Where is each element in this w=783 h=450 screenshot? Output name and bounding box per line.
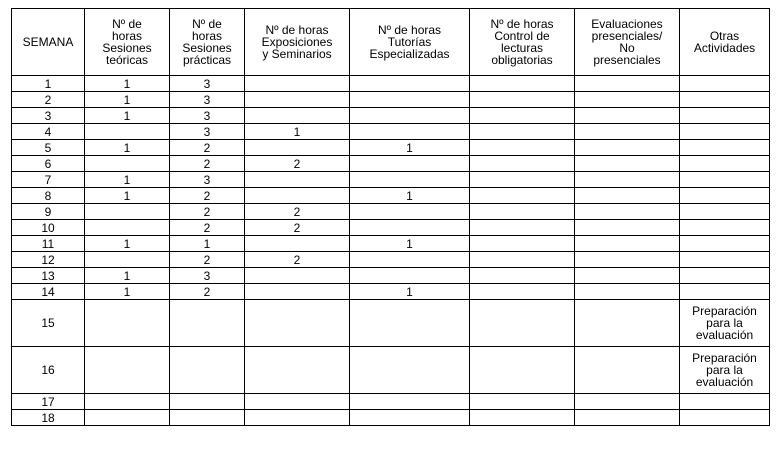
cell-tutorias: 1 bbox=[350, 236, 470, 252]
cell-otras-actividades bbox=[680, 108, 770, 124]
cell-control-lecturas bbox=[470, 172, 575, 188]
cell-control-lecturas bbox=[470, 268, 575, 284]
cell-exposiciones bbox=[245, 92, 350, 108]
cell-exposiciones bbox=[245, 410, 350, 426]
cell-otras-actividades bbox=[680, 268, 770, 284]
cell-otras-actividades bbox=[680, 204, 770, 220]
cell-sesiones-teoricas: 1 bbox=[85, 284, 170, 300]
cell-otras-actividades bbox=[680, 394, 770, 410]
header-line: prácticas bbox=[182, 53, 232, 67]
cell-exposiciones bbox=[245, 236, 350, 252]
header-line: Sesiones bbox=[182, 41, 232, 55]
cell-exposiciones bbox=[245, 300, 350, 347]
header-line: Exposiciones bbox=[261, 35, 333, 49]
table-row bbox=[12, 300, 770, 347]
cell-semana: 2 bbox=[12, 92, 85, 108]
cell-semana: 11 bbox=[12, 236, 85, 252]
header-line: Nº de bbox=[112, 17, 142, 31]
cell-sesiones-teoricas: 1 bbox=[85, 268, 170, 284]
cell-semana: 18 bbox=[12, 410, 85, 426]
cell-line: Preparación bbox=[692, 304, 757, 318]
cell-evaluaciones bbox=[575, 204, 680, 220]
header-line: SEMANA bbox=[22, 35, 74, 49]
cell-sesiones-practicas: 3 bbox=[170, 92, 245, 108]
cell-otras-actividades bbox=[680, 156, 770, 172]
cell-sesiones-teoricas bbox=[85, 300, 170, 347]
cell-exposiciones bbox=[245, 268, 350, 284]
cell-line: evaluación bbox=[695, 375, 754, 389]
cell-otras-actividades bbox=[680, 76, 770, 92]
header-line: horas bbox=[191, 29, 223, 43]
cell-tutorias bbox=[350, 220, 470, 236]
cell-semana: 8 bbox=[12, 188, 85, 204]
cell-sesiones-practicas: 3 bbox=[170, 124, 245, 140]
table-row bbox=[12, 268, 770, 284]
cell-evaluaciones bbox=[575, 300, 680, 347]
cell-otras-actividades bbox=[680, 347, 770, 394]
header-control-lecturas bbox=[470, 9, 575, 76]
header-otras-actividades bbox=[680, 9, 770, 76]
cell-control-lecturas bbox=[470, 236, 575, 252]
cell-sesiones-practicas: 2 bbox=[170, 284, 245, 300]
cell-control-lecturas bbox=[470, 156, 575, 172]
cell-evaluaciones bbox=[575, 410, 680, 426]
cell-evaluaciones bbox=[575, 236, 680, 252]
cell-sesiones-teoricas: 1 bbox=[85, 108, 170, 124]
cell-semana: 1 bbox=[12, 76, 85, 92]
cell-control-lecturas bbox=[470, 252, 575, 268]
cell-exposiciones bbox=[245, 284, 350, 300]
cell-exposiciones bbox=[245, 188, 350, 204]
header-line: presenciales/ bbox=[591, 29, 663, 43]
table-body bbox=[12, 76, 770, 426]
table-row bbox=[12, 284, 770, 300]
header-exposiciones-seminarios bbox=[245, 9, 350, 76]
cell-control-lecturas bbox=[470, 76, 575, 92]
cell-sesiones-practicas: 3 bbox=[170, 76, 245, 92]
header-line: Nº de bbox=[192, 17, 222, 31]
cell-sesiones-practicas: 2 bbox=[170, 252, 245, 268]
cell-semana: 5 bbox=[12, 140, 85, 156]
header-line: Actividades bbox=[693, 41, 756, 55]
schedule-table bbox=[11, 8, 770, 426]
header-sesiones-teoricas bbox=[85, 9, 170, 76]
cell-tutorias bbox=[350, 76, 470, 92]
cell-exposiciones: 2 bbox=[245, 220, 350, 236]
cell-sesiones-practicas: 2 bbox=[170, 188, 245, 204]
header-line: y Seminarios bbox=[262, 47, 332, 61]
cell-otras-actividades bbox=[680, 252, 770, 268]
cell-sesiones-teoricas bbox=[85, 394, 170, 410]
cell-sesiones-teoricas: 1 bbox=[85, 188, 170, 204]
cell-semana: 3 bbox=[12, 108, 85, 124]
header-line: obligatorias bbox=[491, 53, 553, 67]
table-row bbox=[12, 188, 770, 204]
cell-semana: 16 bbox=[12, 347, 85, 394]
header-line: Evaluaciones bbox=[591, 17, 663, 31]
cell-tutorias bbox=[350, 410, 470, 426]
cell-control-lecturas bbox=[470, 284, 575, 300]
cell-otras-actividades bbox=[680, 140, 770, 156]
cell-line: para la bbox=[706, 363, 743, 377]
table-row bbox=[12, 347, 770, 394]
cell-evaluaciones bbox=[575, 347, 680, 394]
cell-otras-actividades bbox=[680, 236, 770, 252]
header-sesiones-practicas bbox=[170, 9, 245, 76]
header-semana bbox=[12, 9, 85, 76]
cell-sesiones-practicas: 3 bbox=[170, 268, 245, 284]
cell-otras-actividades bbox=[680, 124, 770, 140]
table-row bbox=[12, 410, 770, 426]
cell-exposiciones: 2 bbox=[245, 156, 350, 172]
header-line: teóricas bbox=[105, 53, 149, 67]
cell-sesiones-teoricas: 1 bbox=[85, 76, 170, 92]
cell-control-lecturas bbox=[470, 300, 575, 347]
cell-evaluaciones bbox=[575, 92, 680, 108]
cell-tutorias bbox=[350, 252, 470, 268]
cell-tutorias bbox=[350, 347, 470, 394]
header-evaluaciones bbox=[575, 9, 680, 76]
cell-tutorias: 1 bbox=[350, 284, 470, 300]
cell-exposiciones bbox=[245, 172, 350, 188]
header-line: Nº de horas bbox=[490, 17, 554, 31]
cell-semana: 12 bbox=[12, 252, 85, 268]
cell-semana: 4 bbox=[12, 124, 85, 140]
header-row bbox=[12, 9, 770, 76]
cell-exposiciones bbox=[245, 347, 350, 394]
table-row bbox=[12, 236, 770, 252]
cell-control-lecturas bbox=[470, 204, 575, 220]
header-line: Control de bbox=[494, 29, 550, 43]
cell-sesiones-practicas: 3 bbox=[170, 172, 245, 188]
header-line: No bbox=[619, 41, 635, 55]
table-row bbox=[12, 124, 770, 140]
header-line: Tutorías bbox=[387, 35, 432, 49]
cell-evaluaciones bbox=[575, 268, 680, 284]
cell-evaluaciones bbox=[575, 156, 680, 172]
table-row bbox=[12, 108, 770, 124]
cell-sesiones-practicas: 3 bbox=[170, 108, 245, 124]
cell-exposiciones: 2 bbox=[245, 252, 350, 268]
cell-sesiones-practicas bbox=[170, 300, 245, 347]
cell-semana: 17 bbox=[12, 394, 85, 410]
cell-otras-actividades bbox=[680, 410, 770, 426]
cell-sesiones-teoricas bbox=[85, 124, 170, 140]
cell-exposiciones bbox=[245, 76, 350, 92]
cell-sesiones-teoricas: 1 bbox=[85, 140, 170, 156]
cell-otras-actividades bbox=[680, 92, 770, 108]
cell-sesiones-practicas: 1 bbox=[170, 236, 245, 252]
cell-otras-actividades bbox=[680, 188, 770, 204]
table-row bbox=[12, 204, 770, 220]
cell-control-lecturas bbox=[470, 108, 575, 124]
cell-tutorias bbox=[350, 172, 470, 188]
cell-evaluaciones bbox=[575, 252, 680, 268]
cell-tutorias bbox=[350, 394, 470, 410]
table-row bbox=[12, 140, 770, 156]
cell-control-lecturas bbox=[470, 220, 575, 236]
cell-semana: 9 bbox=[12, 204, 85, 220]
cell-control-lecturas bbox=[470, 92, 575, 108]
cell-semana: 10 bbox=[12, 220, 85, 236]
cell-sesiones-teoricas bbox=[85, 347, 170, 394]
cell-control-lecturas bbox=[470, 188, 575, 204]
cell-tutorias: 1 bbox=[350, 140, 470, 156]
cell-sesiones-practicas bbox=[170, 394, 245, 410]
header-line: Sesiones bbox=[102, 41, 152, 55]
table-row bbox=[12, 156, 770, 172]
header-line: Otras bbox=[709, 29, 740, 43]
table-row bbox=[12, 172, 770, 188]
cell-tutorias bbox=[350, 204, 470, 220]
cell-tutorias bbox=[350, 268, 470, 284]
cell-tutorias bbox=[350, 92, 470, 108]
cell-evaluaciones bbox=[575, 394, 680, 410]
cell-semana: 6 bbox=[12, 156, 85, 172]
table-row bbox=[12, 76, 770, 92]
cell-evaluaciones bbox=[575, 108, 680, 124]
cell-sesiones-teoricas: 1 bbox=[85, 236, 170, 252]
cell-evaluaciones bbox=[575, 76, 680, 92]
header-tutorias-especializadas bbox=[350, 9, 470, 76]
cell-evaluaciones bbox=[575, 172, 680, 188]
cell-control-lecturas bbox=[470, 394, 575, 410]
cell-sesiones-teoricas: 1 bbox=[85, 172, 170, 188]
cell-sesiones-practicas bbox=[170, 410, 245, 426]
cell-tutorias: 1 bbox=[350, 188, 470, 204]
cell-otras-actividades bbox=[680, 300, 770, 347]
cell-tutorias bbox=[350, 108, 470, 124]
cell-exposiciones bbox=[245, 140, 350, 156]
cell-sesiones-practicas: 2 bbox=[170, 156, 245, 172]
table-row bbox=[12, 220, 770, 236]
cell-exposiciones: 2 bbox=[245, 204, 350, 220]
cell-evaluaciones bbox=[575, 188, 680, 204]
cell-semana: 14 bbox=[12, 284, 85, 300]
cell-line: para la bbox=[706, 316, 743, 330]
cell-sesiones-teoricas bbox=[85, 220, 170, 236]
cell-sesiones-practicas: 2 bbox=[170, 140, 245, 156]
cell-tutorias bbox=[350, 300, 470, 347]
cell-exposiciones bbox=[245, 394, 350, 410]
cell-line: evaluación bbox=[695, 328, 754, 342]
cell-control-lecturas bbox=[470, 124, 575, 140]
cell-control-lecturas bbox=[470, 140, 575, 156]
cell-sesiones-teoricas bbox=[85, 156, 170, 172]
cell-tutorias bbox=[350, 124, 470, 140]
cell-sesiones-teoricas bbox=[85, 204, 170, 220]
cell-otras-actividades bbox=[680, 284, 770, 300]
cell-otras-actividades bbox=[680, 220, 770, 236]
cell-evaluaciones bbox=[575, 124, 680, 140]
cell-control-lecturas bbox=[470, 347, 575, 394]
cell-semana: 13 bbox=[12, 268, 85, 284]
header-line: Nº de horas bbox=[265, 23, 329, 37]
header-line: lecturas bbox=[500, 41, 544, 55]
header-line: presenciales bbox=[593, 53, 661, 67]
header-line: Nº de horas bbox=[377, 23, 442, 37]
table-row bbox=[12, 252, 770, 268]
cell-sesiones-practicas: 2 bbox=[170, 220, 245, 236]
cell-exposiciones bbox=[245, 108, 350, 124]
header-line: Especializadas bbox=[369, 47, 450, 61]
cell-otras-actividades bbox=[680, 172, 770, 188]
cell-evaluaciones bbox=[575, 284, 680, 300]
cell-sesiones-teoricas bbox=[85, 410, 170, 426]
table-row bbox=[12, 92, 770, 108]
cell-evaluaciones bbox=[575, 140, 680, 156]
cell-evaluaciones bbox=[575, 220, 680, 236]
cell-semana: 7 bbox=[12, 172, 85, 188]
cell-exposiciones: 1 bbox=[245, 124, 350, 140]
table-row bbox=[12, 394, 770, 410]
cell-sesiones-practicas bbox=[170, 347, 245, 394]
cell-line: Preparación bbox=[692, 351, 757, 365]
cell-tutorias bbox=[350, 156, 470, 172]
cell-sesiones-teoricas: 1 bbox=[85, 92, 170, 108]
cell-control-lecturas bbox=[470, 410, 575, 426]
cell-sesiones-teoricas bbox=[85, 252, 170, 268]
cell-semana: 15 bbox=[12, 300, 85, 347]
header-line: horas bbox=[111, 29, 143, 43]
cell-sesiones-practicas: 2 bbox=[170, 204, 245, 220]
